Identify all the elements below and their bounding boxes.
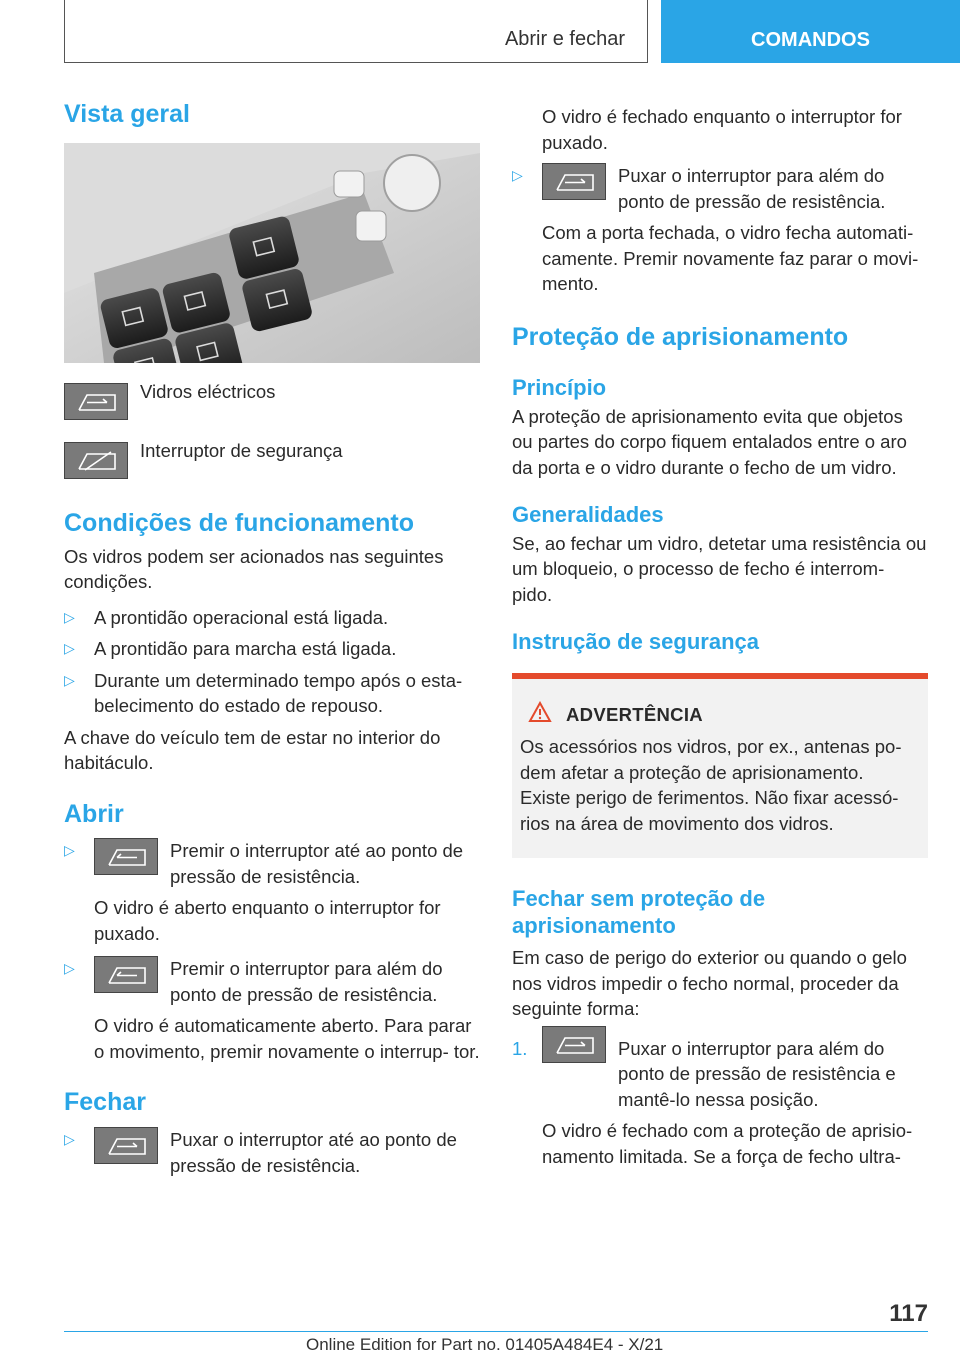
- bullet-triangle-icon: ▷: [512, 167, 523, 183]
- page-number: 117: [889, 1300, 928, 1327]
- footer-edition: Online Edition for Part no. 01405A484E4 - X/21: [306, 1335, 664, 1354]
- legend-safety-switch: [64, 439, 480, 479]
- window-switch-icon: [542, 1026, 606, 1063]
- safety-heading: Instrução de segurança: [512, 629, 759, 655]
- safety-switch-icon: [64, 442, 128, 479]
- header-section-box: [64, 0, 648, 63]
- window-switch-icon: [94, 956, 158, 993]
- bullet-triangle-icon: ▷: [64, 640, 75, 656]
- no-protection-step-text: Puxar o interruptor para além do ponto de pressão de resistência e mantê-lo nessa posição.: [618, 1037, 896, 1110]
- bullet-triangle-icon: ▷: [64, 671, 75, 688]
- legend-power-windows: [64, 380, 480, 420]
- list-item: ▷ A prontidão para marcha está ligada.: [64, 638, 397, 659]
- footer-divider: [64, 1331, 928, 1332]
- bullet-triangle-icon: ▷: [64, 842, 75, 859]
- close-step-2: [512, 163, 928, 297]
- general-heading: Generalidades: [512, 502, 664, 528]
- window-switch-icon: [94, 1127, 158, 1164]
- list-item: ▷ A prontidão operacional está ligada.: [64, 606, 389, 628]
- no-protection-heading: Fechar sem proteção de aprisionamento: [512, 886, 766, 938]
- bullet-triangle-icon: ▷: [64, 1131, 75, 1147]
- bullet-triangle-icon: ▷: [64, 960, 75, 977]
- warning-title: ADVERTÊNCIA: [566, 703, 703, 725]
- window-switch-photo: [64, 143, 480, 363]
- warning-box: [512, 673, 928, 858]
- close-step-2-result: Com a porta fechada, o vidro fecha automati- camente. Premir novamente faz parar o movi- mento.: [542, 222, 919, 294]
- no-protection-step-result: O vidro é fechado com a proteção de aprisio- namento limitada. Se a força de fecho ultra-: [542, 1120, 913, 1167]
- right-column: [512, 104, 928, 1169]
- step-number: 1.: [512, 1037, 528, 1059]
- close-step-1: [64, 1127, 480, 1178]
- conditions-intro: Os vidros podem ser acionados nas seguintes condições.: [64, 545, 444, 592]
- open-step-2: [64, 956, 480, 1064]
- close-step-1-result: O vidro é fechado enquanto o interruptor for puxado.: [542, 106, 902, 153]
- list-item: ▷ Durante um determinado tempo após o esta- belecimento do estado de repouso.: [64, 669, 463, 716]
- window-switch-icon: [94, 838, 158, 875]
- window-switch-icon: [542, 163, 606, 200]
- close-step-2-action: Puxar o interruptor para além do ponto de pressão de resistência.: [618, 165, 886, 212]
- no-protection-step-1: [512, 1036, 928, 1170]
- principle-heading: Princípio: [512, 375, 607, 401]
- legend-power-windows-label: Vidros eléctricos: [140, 380, 276, 402]
- open-step-1: [64, 838, 480, 946]
- warning-triangle-icon: [528, 701, 552, 728]
- warning-text: Os acessórios nos vidros, por ex., antenas po- dem afetar a proteção de aprisionamento. Existe perigo de ferimentos. Não fixar acessó- rios na área de movimento dos vidros.: [520, 736, 902, 834]
- close-heading: Fechar: [64, 1088, 146, 1117]
- pinch-protection-heading: Proteção de aprisionamento: [512, 322, 849, 351]
- conditions-heading: Condições de funcionamento: [64, 508, 415, 537]
- header-chapter-tab[interactable]: COMANDOS: [661, 0, 960, 63]
- bullet-triangle-icon: ▷: [64, 608, 75, 625]
- open-step-2-action: Premir o interruptor para além do ponto de pressão de resistência.: [170, 958, 443, 1005]
- open-step-1-result: O vidro é aberto enquanto o interruptor for puxado.: [94, 897, 441, 944]
- legend-safety-switch-label: Interruptor de segurança: [140, 439, 343, 461]
- warning-header: [528, 701, 918, 728]
- general-text: Se, ao fechar um vidro, detetar uma resistência ou um bloqueio, o processo de fecho é interrom- pido.: [512, 532, 927, 605]
- window-switch-icon: [64, 383, 128, 420]
- conditions-note: A chave do veículo tem de estar no interior do habitáculo.: [64, 726, 441, 773]
- close-step-1-action: Puxar o interruptor até ao ponto de pressão de resistência.: [170, 1129, 457, 1176]
- open-step-2-result: O vidro é automaticamente aberto. Para parar o movimento, premir novamente o interrup- tor.: [94, 1015, 480, 1062]
- header-section-title: Abrir e fechar: [504, 28, 625, 50]
- open-step-1-action: Premir o interruptor até ao ponto de pressão de resistência.: [170, 840, 464, 887]
- no-protection-intro: Em caso de perigo do exterior ou quando o gelo nos vidros impedir o fecho normal, proceder da seguinte forma:: [512, 947, 907, 1020]
- left-column: [64, 100, 480, 1178]
- overview-heading: Vista geral: [64, 100, 191, 128]
- open-heading: Abrir: [64, 799, 124, 828]
- principle-text: A proteção de aprisionamento evita que objetos ou partes do corpo fiquem entalados entre o aro da porta e o vidro durante o fecho de um vidro.: [512, 405, 907, 478]
